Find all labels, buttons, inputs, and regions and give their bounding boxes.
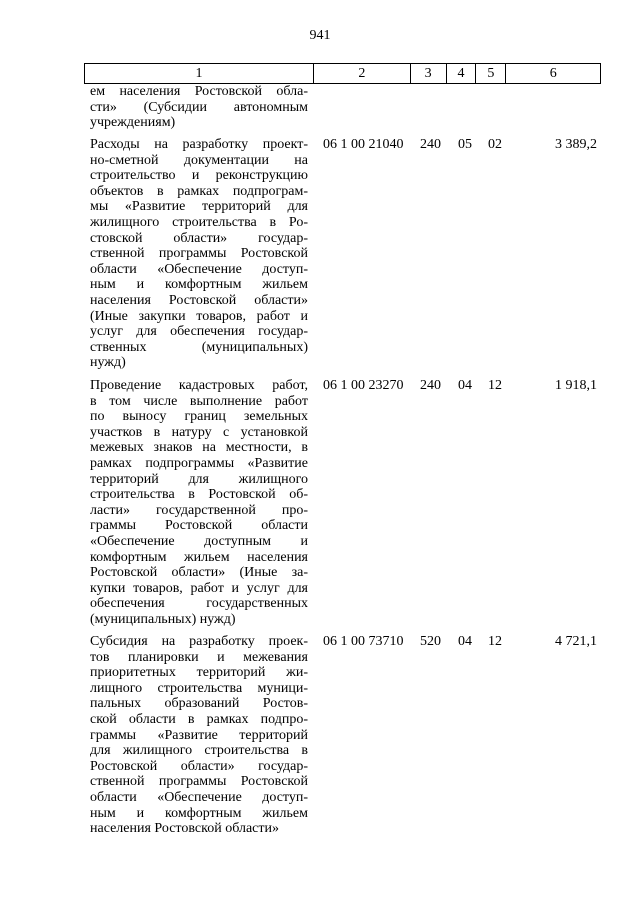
row-section: 04 [458,378,472,393]
description-line: жилищного строительства в Ро- [90,214,308,230]
row-description [90,378,308,628]
row-amount: 3 389,2 [555,137,597,152]
description-line: услуг для обеспечения государ- [90,324,308,340]
column-header-section: 4 [447,64,477,83]
description-line: сти» (Субсидии автономным [90,99,308,115]
column-header-description: 1 [85,64,314,83]
description-line: участков в натуру с установкой [90,424,308,440]
column-header-amount: 6 [549,66,557,81]
row-amount: 4 721,1 [555,634,597,649]
description-line: ственной программы Ростовской [90,774,308,790]
description-line: населения Ростовской области» [90,821,279,837]
row-target-code: 06 1 00 23270 [323,378,404,393]
row-description [90,137,308,371]
row-target-code: 06 1 00 21040 [323,137,404,152]
description-line: Проведение кадастровых работ, [90,378,308,393]
description-line: строительства в Ростовской об- [90,487,308,503]
row-section: 04 [458,634,472,649]
row-subsection: 12 [488,634,502,649]
description-line: стовской области» государ- [90,230,308,246]
description-line: ской области в рамках подпро- [90,711,308,727]
description-line: нужд) [90,355,126,371]
description-line: Субсидия на разработку проек- [90,634,308,649]
description-line: населения Ростовской области» [90,292,308,308]
description-line: тов планировки и межевания [90,649,308,665]
description-line: (муниципальных) нужд) [90,611,236,627]
description-line: ным и комфортным жильем [90,805,308,821]
row-amount: 1 918,1 [555,378,597,393]
row-subsection: 12 [488,378,502,393]
description-line: «Обеспечение доступным и [90,533,308,549]
description-line: граммы «Развитие территорий [90,727,308,743]
column-header-subsection: 5 [476,64,506,83]
description-line: граммы Ростовской области [90,518,308,534]
description-line: учреждениям) [90,115,176,131]
row-section: 05 [458,137,472,152]
row-description [90,634,308,837]
description-line: области «Обеспечение доступ- [90,789,308,805]
description-line: мы «Развитие территорий для [90,199,308,215]
description-line: Расходы на разработку проект- [90,137,308,152]
description-line: пальных образований Ростов- [90,696,308,712]
description-line: для жилищного строительства в [90,743,308,759]
row-description [90,84,308,131]
row-expense-type: 240 [420,137,441,152]
description-line: ным и комфортным жильем [90,277,308,293]
table-column-header-row [84,63,601,84]
column-header-target-code: 2 [314,64,411,83]
description-line: области «Обеспечение доступ- [90,261,308,277]
description-line: приоритетных территорий жи- [90,665,308,681]
description-line: территорий для жилищного [90,471,308,487]
description-line: строительство и реконструкцию [90,168,308,184]
description-line: ственной программы Ростовской [90,246,308,262]
description-line: Ростовской области» государ- [90,758,308,774]
description-line: по выносу границ земельных [90,409,308,425]
row-expense-type: 520 [420,634,441,649]
page-number: 941 [309,28,331,43]
description-line: купки товаров, работ и услуг для [90,580,308,596]
column-header-expense-type: 3 [411,64,447,83]
description-line: рамках подпрограммы «Развитие [90,455,308,471]
description-line: Ростовской области» (Иные за- [90,565,308,581]
row-subsection: 02 [488,137,502,152]
description-line: в том числе выполнение работ [90,393,308,409]
description-line: межевых знаков на местности, в [90,440,308,456]
row-target-code: 06 1 00 73710 [323,634,404,649]
description-line: ственных (муниципальных) [90,339,308,355]
description-line: ласти» государственной про- [90,502,308,518]
description-line: объектов в рамках подпрограм- [90,183,308,199]
description-line: лищного строительства муници- [90,680,308,696]
description-line: (Иные закупки товаров, работ и [90,308,308,324]
description-line: комфортным жильем населения [90,549,308,565]
row-expense-type: 240 [420,378,441,393]
description-line: но-сметной документации на [90,152,308,168]
description-line: ем населения Ростовской обла- [90,84,308,99]
description-line: обеспечения государственных [90,596,308,612]
